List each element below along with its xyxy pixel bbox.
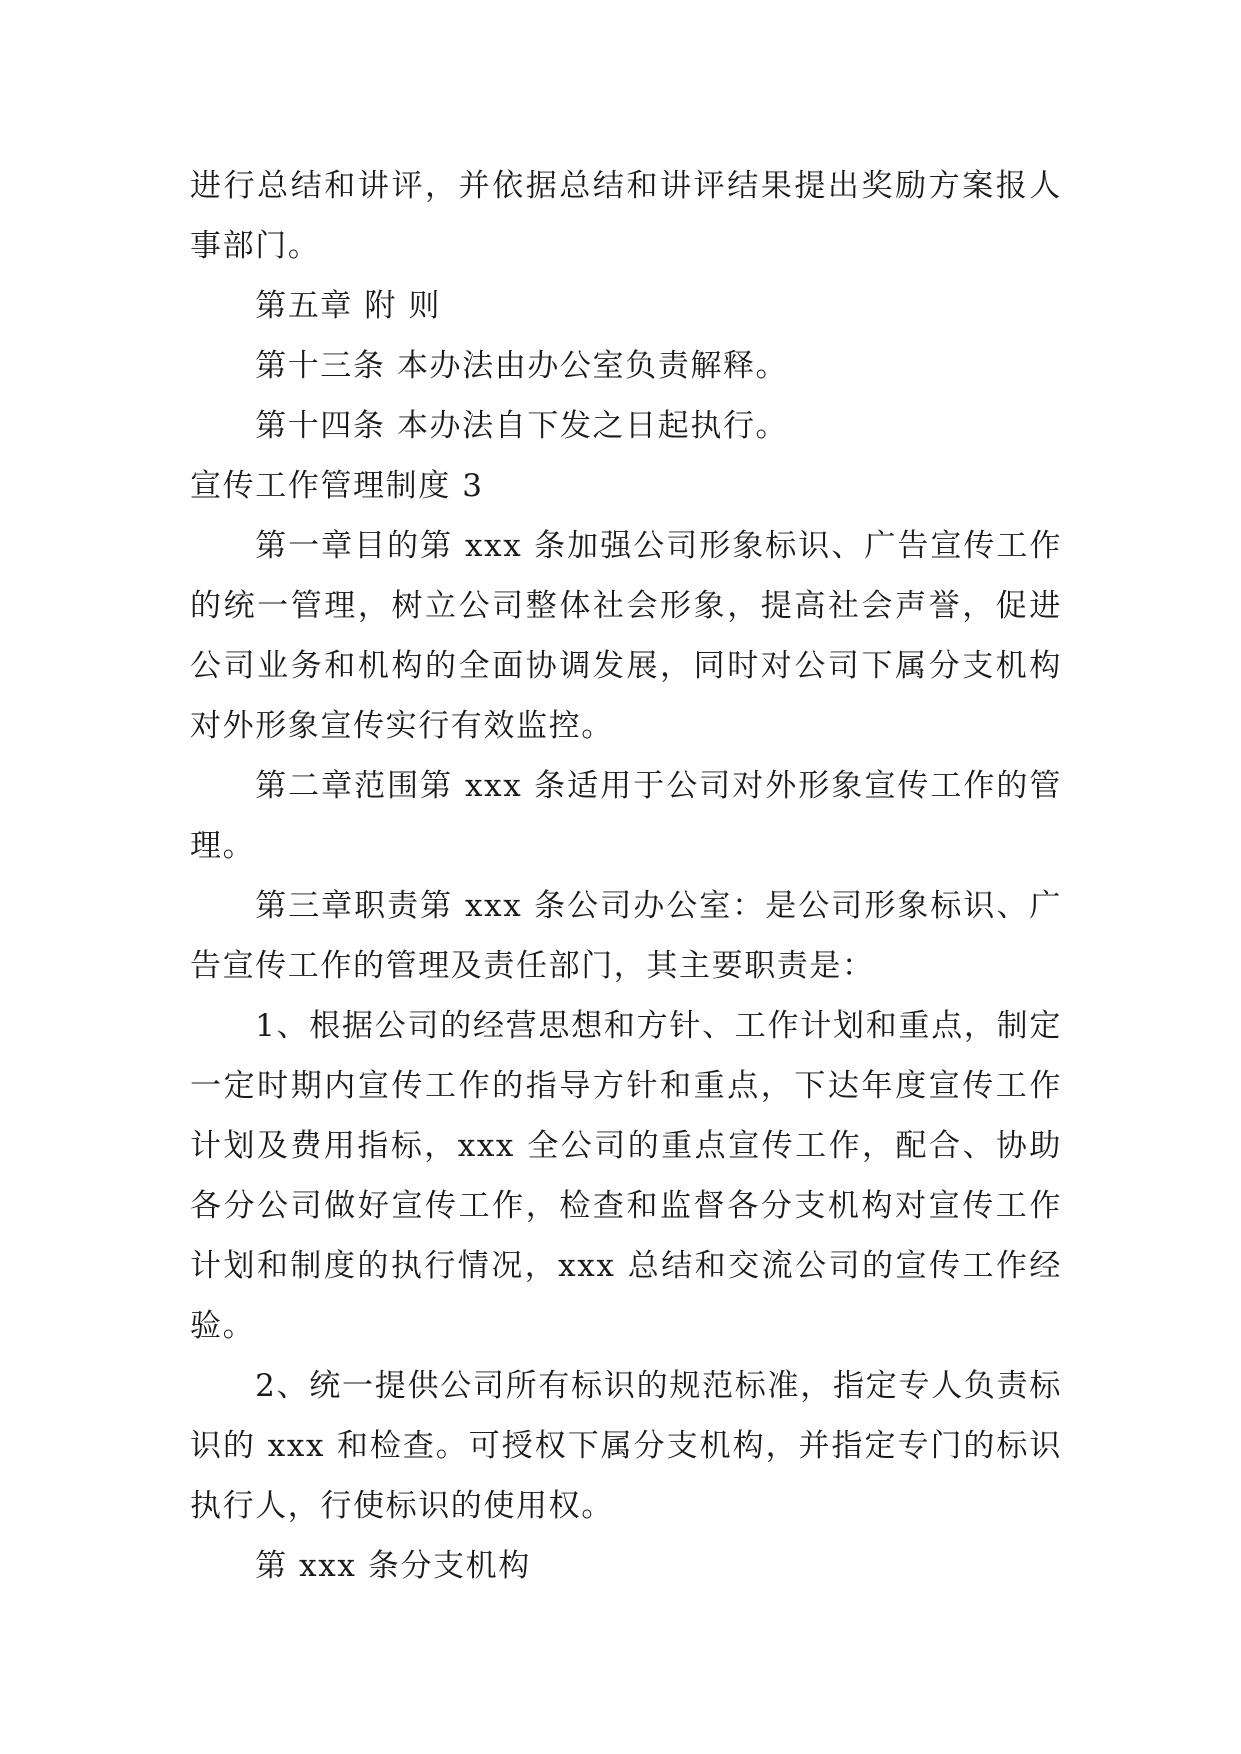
duty-item-2: 2、统一提供公司所有标识的规范标准，指定专人负责标识的 xxx 和检查。可授权下属分支机构，并指定专门的标识执行人，行使标识的使用权。 — [190, 1368, 1062, 1524]
chapter-three-duties: 第三章职责第 xxx 条公司办公室：是公司形象标识、广告宣传工作的管理及责任部门，其主要职责是： — [190, 888, 1062, 984]
section-title: 宣传工作管理制度 3 — [190, 468, 484, 504]
article-thirteen: 第十三条 本办法由办公室负责解释。 — [255, 348, 789, 384]
article-fourteen: 第十四条 本办法自下发之日起执行。 — [255, 408, 789, 444]
document-body — [190, 156, 1062, 1596]
chapter-one-purpose: 第一章目的第 xxx 条加强公司形象标识、广告宣传工作的统一管理，树立公司整体社会形象，提高社会声誉，促进公司业务和机构的全面协调发展，同时对公司下属分支机构对外形象宣传实行有效监控。 — [190, 528, 1062, 744]
chapter-heading-five: 第五章 附 则 — [255, 288, 442, 324]
paragraph-continuation: 进行总结和讲评，并依据总结和讲评结果提出奖励方案报人事部门。 — [190, 168, 1062, 264]
duty-item-1: 1、根据公司的经营思想和方针、工作计划和重点，制定一定时期内宣传工作的指导方针和重点，下达年度宣传工作计划及费用指标，xxx 全公司的重点宣传工作，配合、协助各分公司做好宣传工作，检查和监督各分支机构对宣传工作计划和制度的执行情况，xxx 总结和交流公司的宣传工作经验。 — [190, 1008, 1062, 1344]
article-branch-heading: 第 xxx 条分支机构 — [255, 1548, 531, 1584]
chapter-two-scope: 第二章范围第 xxx 条适用于公司对外形象宣传工作的管理。 — [190, 768, 1062, 864]
